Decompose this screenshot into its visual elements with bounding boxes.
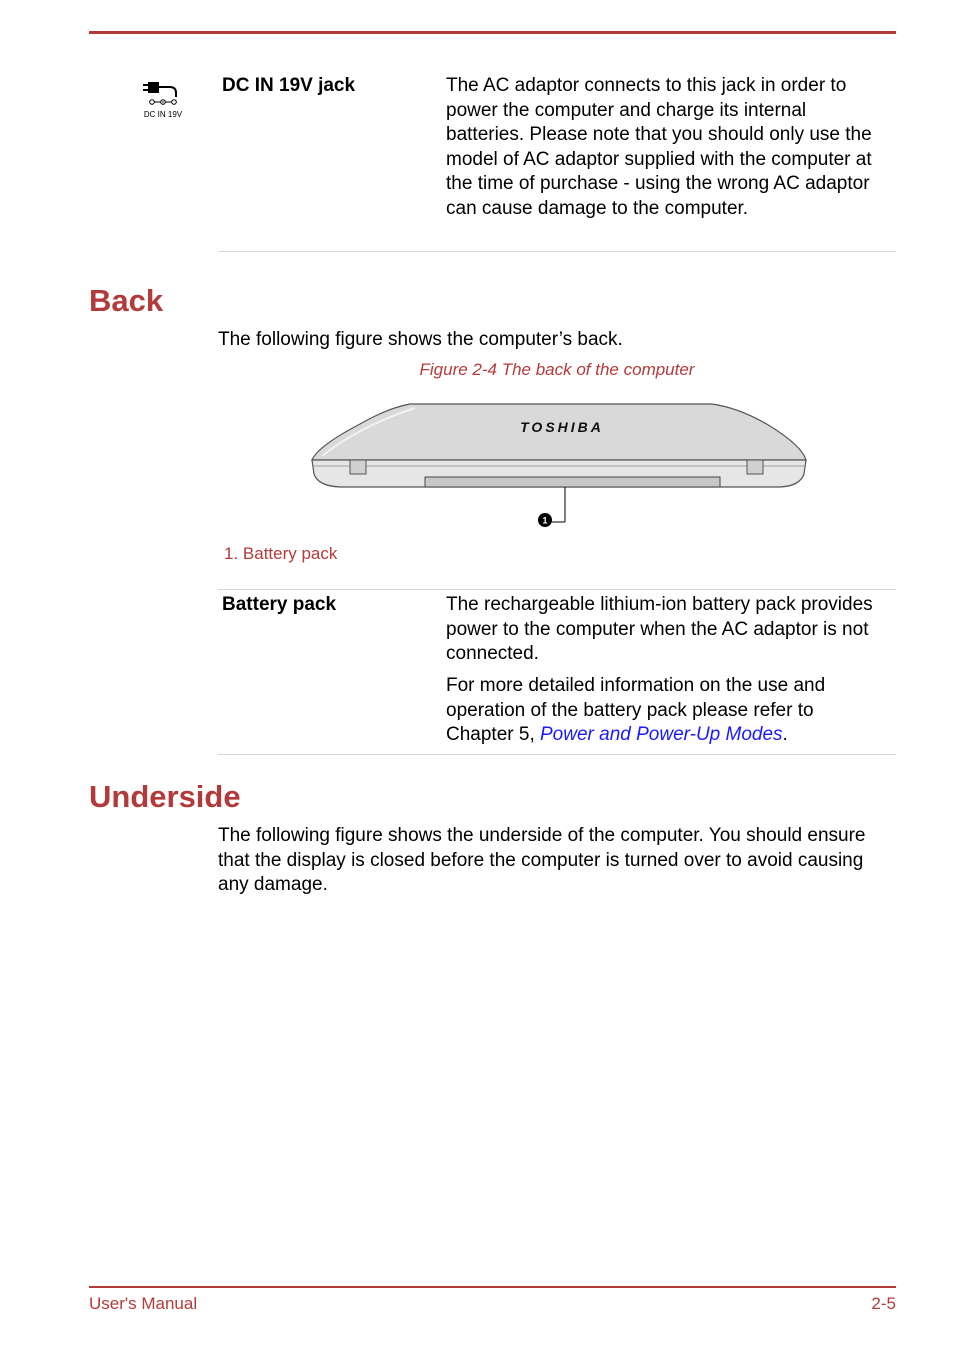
battery-pack-term: Battery pack bbox=[222, 594, 337, 615]
section-title-back: Back bbox=[89, 283, 164, 318]
figure-caption: Figure 2-4 The back of the computer bbox=[419, 360, 695, 379]
header-rule bbox=[89, 31, 896, 34]
callout-number: 1 bbox=[542, 515, 548, 526]
power-modes-link[interactable]: Power and Power-Up Modes bbox=[540, 724, 783, 745]
table-divider bbox=[218, 589, 896, 590]
table-divider bbox=[218, 251, 896, 252]
section-title-underside: Underside bbox=[89, 779, 241, 814]
figure-legend-item: 1. Battery pack bbox=[224, 544, 338, 563]
laptop-back-figure bbox=[300, 396, 820, 532]
underside-intro: The following figure shows the underside of the computer. You should ensure that the display is closed before the computer is turned over to avoid causing any damage. bbox=[218, 825, 866, 895]
more-info-suffix: . bbox=[782, 724, 788, 745]
dc-jack-description: The AC adaptor connects to this jack in order to power the computer and charge its internal batteries. Please note that you should only use the model of AC adaptor supplied with the computer at the time of purchase - using the wrong AC adaptor can cause damage to the computer. bbox=[446, 75, 872, 219]
battery-pack-more-info bbox=[446, 674, 886, 748]
footer-manual-title: User's Manual bbox=[89, 1294, 198, 1313]
table-divider bbox=[218, 754, 896, 755]
battery-pack-description: The rechargeable lithium-ion battery pack provides power to the computer when the AC adaptor is not connected. bbox=[446, 594, 873, 664]
dc-jack-term: DC IN 19V jack bbox=[222, 75, 356, 96]
page-number: 2-5 bbox=[871, 1294, 896, 1313]
footer-rule bbox=[89, 1286, 896, 1288]
brand-logo: TOSHIBA bbox=[520, 419, 604, 435]
dc-in-icon-caption: DC IN 19V bbox=[143, 110, 183, 119]
more-info-text: For more detailed information on the use and operation of the battery pack please refer to Chapter 5, bbox=[446, 675, 826, 745]
back-intro: The following figure shows the computer’s back. bbox=[218, 329, 623, 350]
